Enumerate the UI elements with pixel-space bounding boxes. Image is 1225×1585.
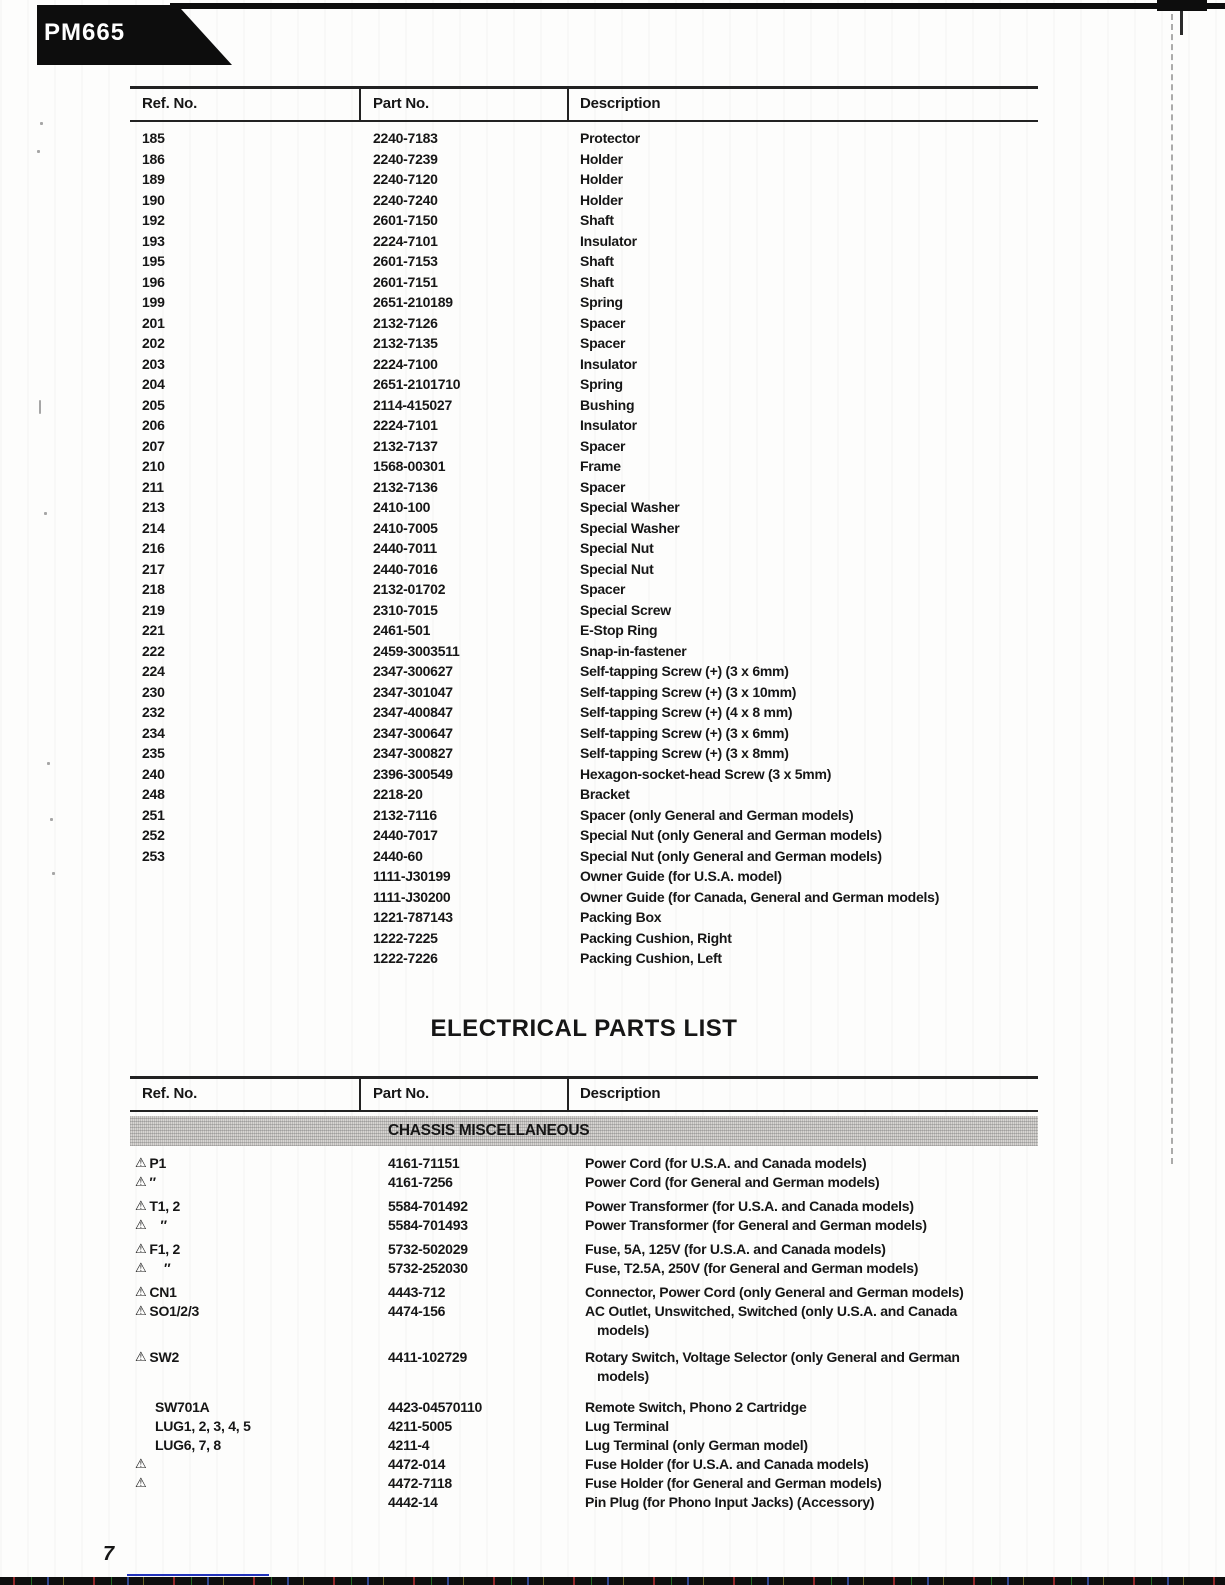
cell-desc: Special Nut (only General and German models): [580, 847, 882, 864]
cell-ref: 224: [142, 663, 165, 679]
table-row: [130, 518, 1038, 539]
cell-desc: Self-tapping Screw (+) (3 x 6mm): [580, 724, 789, 741]
scan-artifact-edge-line: [1171, 14, 1173, 1164]
cell-part: 1111-J30200: [373, 888, 451, 905]
cell-ref: [155, 1417, 251, 1436]
cell-part: 2224-7100: [373, 355, 438, 372]
cell-part: 4411-102729: [388, 1349, 468, 1365]
table-row: [130, 764, 1038, 785]
cell-part: 4161-7256: [388, 1174, 453, 1190]
ref-label: SO1/2/3: [149, 1303, 200, 1319]
cell-part: 4423-04570110: [388, 1399, 483, 1415]
table-row: [130, 1216, 1038, 1235]
cell-part: 5584-701493: [388, 1217, 468, 1233]
table-row: [130, 1493, 1038, 1512]
cell-ref: 218: [142, 581, 165, 597]
table-row: [130, 620, 1038, 641]
cell-part: 5732-502029: [388, 1241, 468, 1257]
cell-desc: Power Transformer (for U.S.A. and Canada models): [585, 1198, 914, 1214]
cell-ref: 248: [142, 786, 165, 802]
cell-desc: Spacer: [580, 478, 626, 495]
cell-desc: Bracket: [580, 786, 630, 802]
cell-ref: [135, 1173, 156, 1192]
cell-ref: [135, 1348, 179, 1367]
cell-desc: Lug Terminal (only German model): [585, 1437, 808, 1453]
scan-artifact-tick: [1180, 11, 1183, 35]
table-row: [130, 682, 1038, 703]
table-row: [130, 723, 1038, 744]
ref-label: LUG6, 7, 8: [155, 1437, 221, 1453]
table-row: [130, 190, 1038, 211]
cell-desc: Special Nut: [580, 540, 654, 556]
scan-speck: [47, 762, 50, 765]
cell-part: 2651-2101710: [373, 376, 461, 392]
cell-desc: Shaft: [580, 212, 614, 228]
cell-desc: Self-tapping Screw (+) (4 x 8 mm): [580, 704, 793, 720]
cell-ref: 253: [142, 847, 165, 864]
electrical-table-header: [130, 1076, 1038, 1112]
header-ref-no: Ref. No.: [142, 1085, 198, 1102]
scan-speck: [39, 400, 41, 414]
cell-part: 4472-014: [388, 1456, 446, 1472]
cell-part: 2601-7150: [373, 212, 438, 228]
cell-desc: Fuse, T2.5A, 250V (for General and German models): [585, 1260, 919, 1276]
table-row: [130, 1240, 1038, 1259]
scan-artifact-blob: [1157, 0, 1207, 11]
table-row: [130, 538, 1038, 559]
cell-desc: E-Stop Ring: [580, 622, 658, 638]
header-part-no: Part No.: [373, 95, 429, 112]
scan-speck: [52, 872, 55, 875]
cell-part: 2459-3003511: [373, 642, 460, 659]
scan-speck: [40, 122, 43, 125]
cell-desc: Lug Terminal: [585, 1418, 669, 1434]
cell-desc: Spring: [580, 376, 623, 392]
table-row: [130, 415, 1038, 436]
cell-part: 4472-7118: [388, 1475, 452, 1491]
cell-part: 2601-7153: [373, 253, 438, 269]
cell-part: 2240-7239: [373, 150, 438, 167]
cell-desc: Self-tapping Screw (+) (3 x 10mm): [580, 683, 797, 700]
scan-speck: [44, 512, 47, 515]
warning-triangle-icon: ⚠: [135, 1285, 147, 1300]
cell-ref: [135, 1283, 177, 1302]
table-row: [130, 231, 1038, 252]
cell-ref: 210: [142, 458, 165, 474]
cell-desc: Fuse Holder (for U.S.A. and Canada models): [585, 1456, 869, 1472]
warning-triangle-icon: ⚠: [135, 1261, 147, 1276]
table-row: [130, 354, 1038, 375]
ref-label: F1, 2: [149, 1241, 181, 1257]
cell-desc: Spacer: [580, 581, 626, 597]
table-row: [130, 395, 1038, 416]
table-row: [130, 928, 1038, 949]
table-row: [130, 948, 1038, 969]
cell-desc: Packing Box: [580, 909, 662, 925]
electrical-table-body: [130, 1146, 1038, 1512]
cell-part: 2461-501: [373, 622, 431, 638]
cell-part: 4442-14: [388, 1494, 438, 1510]
ref-label: P1: [149, 1155, 167, 1171]
cell-part: 2240-7183: [373, 130, 438, 146]
cell-ref: 252: [142, 827, 165, 843]
page-bottom-edge: [0, 1577, 1225, 1585]
cell-desc: Fuse, 5A, 125V (for U.S.A. and Canada models): [585, 1241, 886, 1257]
cell-desc: Special Nut: [580, 560, 654, 577]
cell-ref: 205: [142, 396, 165, 413]
ref-label: T1, 2: [149, 1198, 181, 1214]
cell-desc: Self-tapping Screw (+) (3 x 8mm): [580, 745, 789, 761]
warning-triangle-icon: ⚠: [135, 1218, 147, 1233]
footer-underline: [127, 1574, 269, 1576]
cell-desc: Connector, Power Cord (only General and German models): [585, 1284, 964, 1300]
model-name: PM665: [44, 19, 126, 46]
parts-table: [130, 86, 1038, 969]
table-row: [130, 456, 1038, 477]
ref-label: ″: [149, 1260, 171, 1276]
cell-ref: 185: [142, 130, 165, 146]
cell-part: 2224-7101: [373, 232, 438, 249]
cell-desc: Rotary Switch, Voltage Selector (only General and German: [585, 1349, 960, 1365]
cell-part: 2440-7011: [373, 540, 437, 556]
ref-label: SW701A: [155, 1399, 210, 1415]
table-row: [130, 661, 1038, 682]
cell-part: 2396-300549: [373, 765, 453, 782]
cell-part: 1221-787143: [373, 909, 453, 925]
table-row: [130, 866, 1038, 887]
table-row: [130, 805, 1038, 826]
table-row: [130, 907, 1038, 928]
warning-triangle-icon: ⚠: [135, 1350, 147, 1365]
cell-part: 2347-300647: [373, 724, 453, 741]
cell-part: 2240-7240: [373, 191, 438, 208]
cell-ref: 206: [142, 417, 165, 433]
cell-ref: 190: [142, 191, 165, 208]
cell-ref: 196: [142, 273, 165, 290]
cell-desc: Bushing: [580, 396, 635, 413]
cell-ref: 199: [142, 294, 165, 310]
cell-ref: 193: [142, 232, 165, 249]
cell-part: 2347-301047: [373, 683, 453, 700]
header-ref-no: Ref. No.: [142, 95, 198, 112]
cell-part: 2651-210189: [373, 294, 453, 310]
warning-triangle-icon: ⚠: [135, 1156, 147, 1171]
cell-part: 2132-7116: [373, 806, 437, 823]
cell-ref: 217: [142, 560, 165, 577]
page-number: 7: [103, 1543, 115, 1565]
cell-desc: Power Cord (for U.S.A. and Canada models): [585, 1155, 867, 1171]
table-row: [130, 1455, 1038, 1474]
electrical-table: [130, 1076, 1038, 1512]
header-rule: [170, 3, 1225, 9]
table-row: [130, 743, 1038, 764]
cell-desc: Packing Cushion, Left: [580, 950, 722, 966]
cell-ref: 189: [142, 171, 165, 187]
warning-triangle-icon: ⚠: [135, 1242, 147, 1257]
cell-ref: [135, 1259, 170, 1278]
cell-desc: Spacer: [580, 314, 626, 331]
cell-desc: Snap-in-fastener: [580, 642, 687, 659]
header-part-no: Part No.: [373, 1085, 429, 1102]
cell-desc: Spacer (only General and German models): [580, 806, 854, 823]
cell-part: 4211-4: [388, 1437, 430, 1453]
table-row: [130, 641, 1038, 662]
cell-desc: Holder: [580, 191, 623, 208]
cell-ref: 240: [142, 765, 165, 782]
cell-part: 1568-00301: [373, 458, 446, 474]
cell-part: 2132-7137: [373, 437, 438, 454]
cell-desc: Insulator: [580, 232, 637, 249]
table-row: [130, 210, 1038, 231]
table-row-continuation: [130, 1321, 1038, 1340]
cell-ref: 213: [142, 499, 165, 515]
cell-ref: 222: [142, 642, 165, 659]
cell-desc: Spacer: [580, 437, 626, 454]
cell-part: 1222-7226: [373, 950, 438, 966]
column-divider: [359, 89, 361, 120]
cell-ref: [135, 1154, 166, 1173]
table-row: [130, 1283, 1038, 1302]
cell-part: 4474-156: [388, 1303, 446, 1319]
cell-desc: Holder: [580, 150, 623, 167]
cell-desc: Special Screw: [580, 601, 671, 618]
table-row: [130, 292, 1038, 313]
cell-ref: [155, 1398, 210, 1417]
table-row: [130, 702, 1038, 723]
cell-desc: Owner Guide (for Canada, General and German models): [580, 888, 940, 905]
scan-speck: [37, 150, 40, 153]
parts-table-body: [130, 122, 1038, 969]
cell-part: 2601-7151: [373, 273, 438, 290]
cell-ref: 251: [142, 806, 165, 823]
cell-ref: 214: [142, 519, 165, 536]
cell-ref: [135, 1240, 180, 1259]
cell-part: 2310-7015: [373, 601, 438, 618]
scan-speck: [50, 818, 53, 821]
header-description: Description: [580, 1085, 661, 1102]
cell-ref: 232: [142, 704, 165, 720]
cell-desc: Power Transformer (for General and German models): [585, 1217, 927, 1233]
cell-part: 2440-7017: [373, 827, 438, 843]
cell-ref: 211: [142, 478, 164, 495]
cell-desc: Fuse Holder (for General and German models): [585, 1475, 882, 1491]
table-row: [130, 251, 1038, 272]
cell-desc: Spring: [580, 294, 623, 310]
table-row: [130, 600, 1038, 621]
cell-desc: Special Washer: [580, 499, 680, 515]
cell-ref: 202: [142, 335, 165, 351]
table-row: [130, 272, 1038, 293]
table-row: [130, 1474, 1038, 1493]
cell-ref: [135, 1216, 167, 1235]
cell-part: 2224-7101: [373, 417, 438, 433]
cell-part: 4443-712: [388, 1284, 446, 1300]
table-row: [130, 579, 1038, 600]
section-band: [130, 1116, 1038, 1146]
cell-ref: [155, 1436, 221, 1455]
cell-desc: Packing Cushion, Right: [580, 929, 732, 946]
cell-part: 2347-300827: [373, 745, 453, 761]
cell-ref: 186: [142, 150, 165, 167]
ref-label: LUG1, 2, 3, 4, 5: [155, 1418, 251, 1434]
cell-part: 1111-J30199: [373, 868, 451, 884]
cell-part: 1222-7225: [373, 929, 438, 946]
cell-ref: [135, 1455, 149, 1474]
cell-desc: AC Outlet, Unswitched, Switched (only U.S.A. and Canada: [585, 1303, 958, 1319]
cell-ref: 203: [142, 355, 165, 372]
cell-ref: 195: [142, 253, 165, 269]
table-row: [130, 1259, 1038, 1278]
cell-part: 5584-701492: [388, 1198, 468, 1214]
cell-desc: Frame: [580, 458, 621, 474]
table-row: [130, 313, 1038, 334]
cell-desc: Self-tapping Screw (+) (3 x 6mm): [580, 663, 789, 679]
cell-desc: Shaft: [580, 253, 614, 269]
ref-label: ″: [149, 1217, 167, 1233]
column-divider: [567, 1079, 569, 1110]
cell-desc: Holder: [580, 171, 623, 187]
cell-part: 2410-100: [373, 499, 431, 515]
cell-ref: 216: [142, 540, 165, 556]
cell-part: 2240-7120: [373, 171, 438, 187]
header-description: Description: [580, 95, 661, 112]
column-divider: [359, 1079, 361, 1110]
cell-desc: Insulator: [580, 355, 637, 372]
cell-ref: 204: [142, 376, 165, 392]
cell-part: 4161-71151: [388, 1155, 460, 1171]
cell-desc: Power Cord (for General and German models): [585, 1174, 880, 1190]
table-row: [130, 1398, 1038, 1417]
cell-part: 5732-252030: [388, 1260, 468, 1276]
table-row: [130, 559, 1038, 580]
table-row: [130, 1417, 1038, 1436]
warning-triangle-icon: ⚠: [135, 1175, 147, 1190]
cell-ref: 234: [142, 724, 165, 741]
cell-part: 2132-7135: [373, 335, 438, 351]
warning-triangle-icon: ⚠: [135, 1199, 147, 1214]
table-row: [130, 1197, 1038, 1216]
table-row: [130, 477, 1038, 498]
cell-desc: Owner Guide (for U.S.A. model): [580, 868, 782, 884]
cell-part: 2410-7005: [373, 519, 438, 536]
cell-part: 2218-20: [373, 786, 423, 802]
table-row: [130, 149, 1038, 170]
cell-ref: 201: [142, 314, 165, 331]
electrical-parts-title: ELECTRICAL PARTS LIST: [430, 1015, 738, 1042]
cell-desc-continued: models): [597, 1368, 649, 1384]
ref-label: SW2: [149, 1349, 179, 1365]
column-divider: [567, 89, 569, 120]
parts-table-header: [130, 86, 1038, 122]
table-row: [130, 1154, 1038, 1173]
cell-ref: [135, 1197, 180, 1216]
cell-desc-continued: models): [597, 1322, 649, 1338]
table-row: [130, 497, 1038, 518]
cell-part: 2132-7136: [373, 478, 438, 495]
cell-ref: 192: [142, 212, 165, 228]
cell-part: 2440-7016: [373, 560, 438, 577]
cell-part: 2347-400847: [373, 704, 453, 720]
cell-desc: Remote Switch, Phono 2 Cartridge: [585, 1399, 807, 1415]
table-row: [130, 1173, 1038, 1192]
warning-triangle-icon: ⚠: [135, 1476, 147, 1491]
cell-ref: [135, 1474, 149, 1493]
cell-desc: Insulator: [580, 417, 637, 433]
table-row: [130, 825, 1038, 846]
cell-part: 2440-60: [373, 847, 423, 864]
cell-desc: Pin Plug (for Phono Input Jacks) (Accessory): [585, 1494, 875, 1510]
cell-ref: 221: [142, 622, 165, 638]
table-row: [130, 1302, 1038, 1321]
cell-part: 2132-7126: [373, 314, 438, 331]
table-row: [130, 436, 1038, 457]
cell-desc: Special Nut (only General and German models): [580, 827, 882, 843]
table-row: [130, 846, 1038, 867]
cell-desc: Hexagon-socket-head Screw (3 x 5mm): [580, 765, 832, 782]
cell-desc: Spacer: [580, 335, 626, 351]
table-row: [130, 128, 1038, 149]
table-row: [130, 784, 1038, 805]
table-row: [130, 1348, 1038, 1367]
table-row: [130, 169, 1038, 190]
warning-triangle-icon: ⚠: [135, 1304, 147, 1319]
cell-part: 4211-5005: [388, 1418, 452, 1434]
table-row: [130, 887, 1038, 908]
cell-part: 2132-01702: [373, 581, 446, 597]
table-row: [130, 333, 1038, 354]
ref-label: CN1: [149, 1284, 177, 1300]
cell-ref: [135, 1302, 199, 1321]
table-row-continuation: [130, 1367, 1038, 1386]
cell-part: 2347-300627: [373, 663, 453, 679]
cell-part: 2114-415027: [373, 396, 453, 413]
cell-desc: Special Washer: [580, 519, 680, 536]
ref-label: ″: [149, 1174, 156, 1190]
cell-ref: 207: [142, 437, 165, 454]
cell-ref: 230: [142, 683, 165, 700]
table-row: [130, 1436, 1038, 1455]
cell-ref: 235: [142, 745, 165, 761]
table-row: [130, 374, 1038, 395]
cell-desc: Protector: [580, 130, 640, 146]
warning-triangle-icon: ⚠: [135, 1457, 147, 1472]
cell-ref: 219: [142, 601, 165, 618]
cell-desc: Shaft: [580, 273, 614, 290]
section-band-label: CHASSIS MISCELLANEOUS: [388, 1122, 590, 1139]
